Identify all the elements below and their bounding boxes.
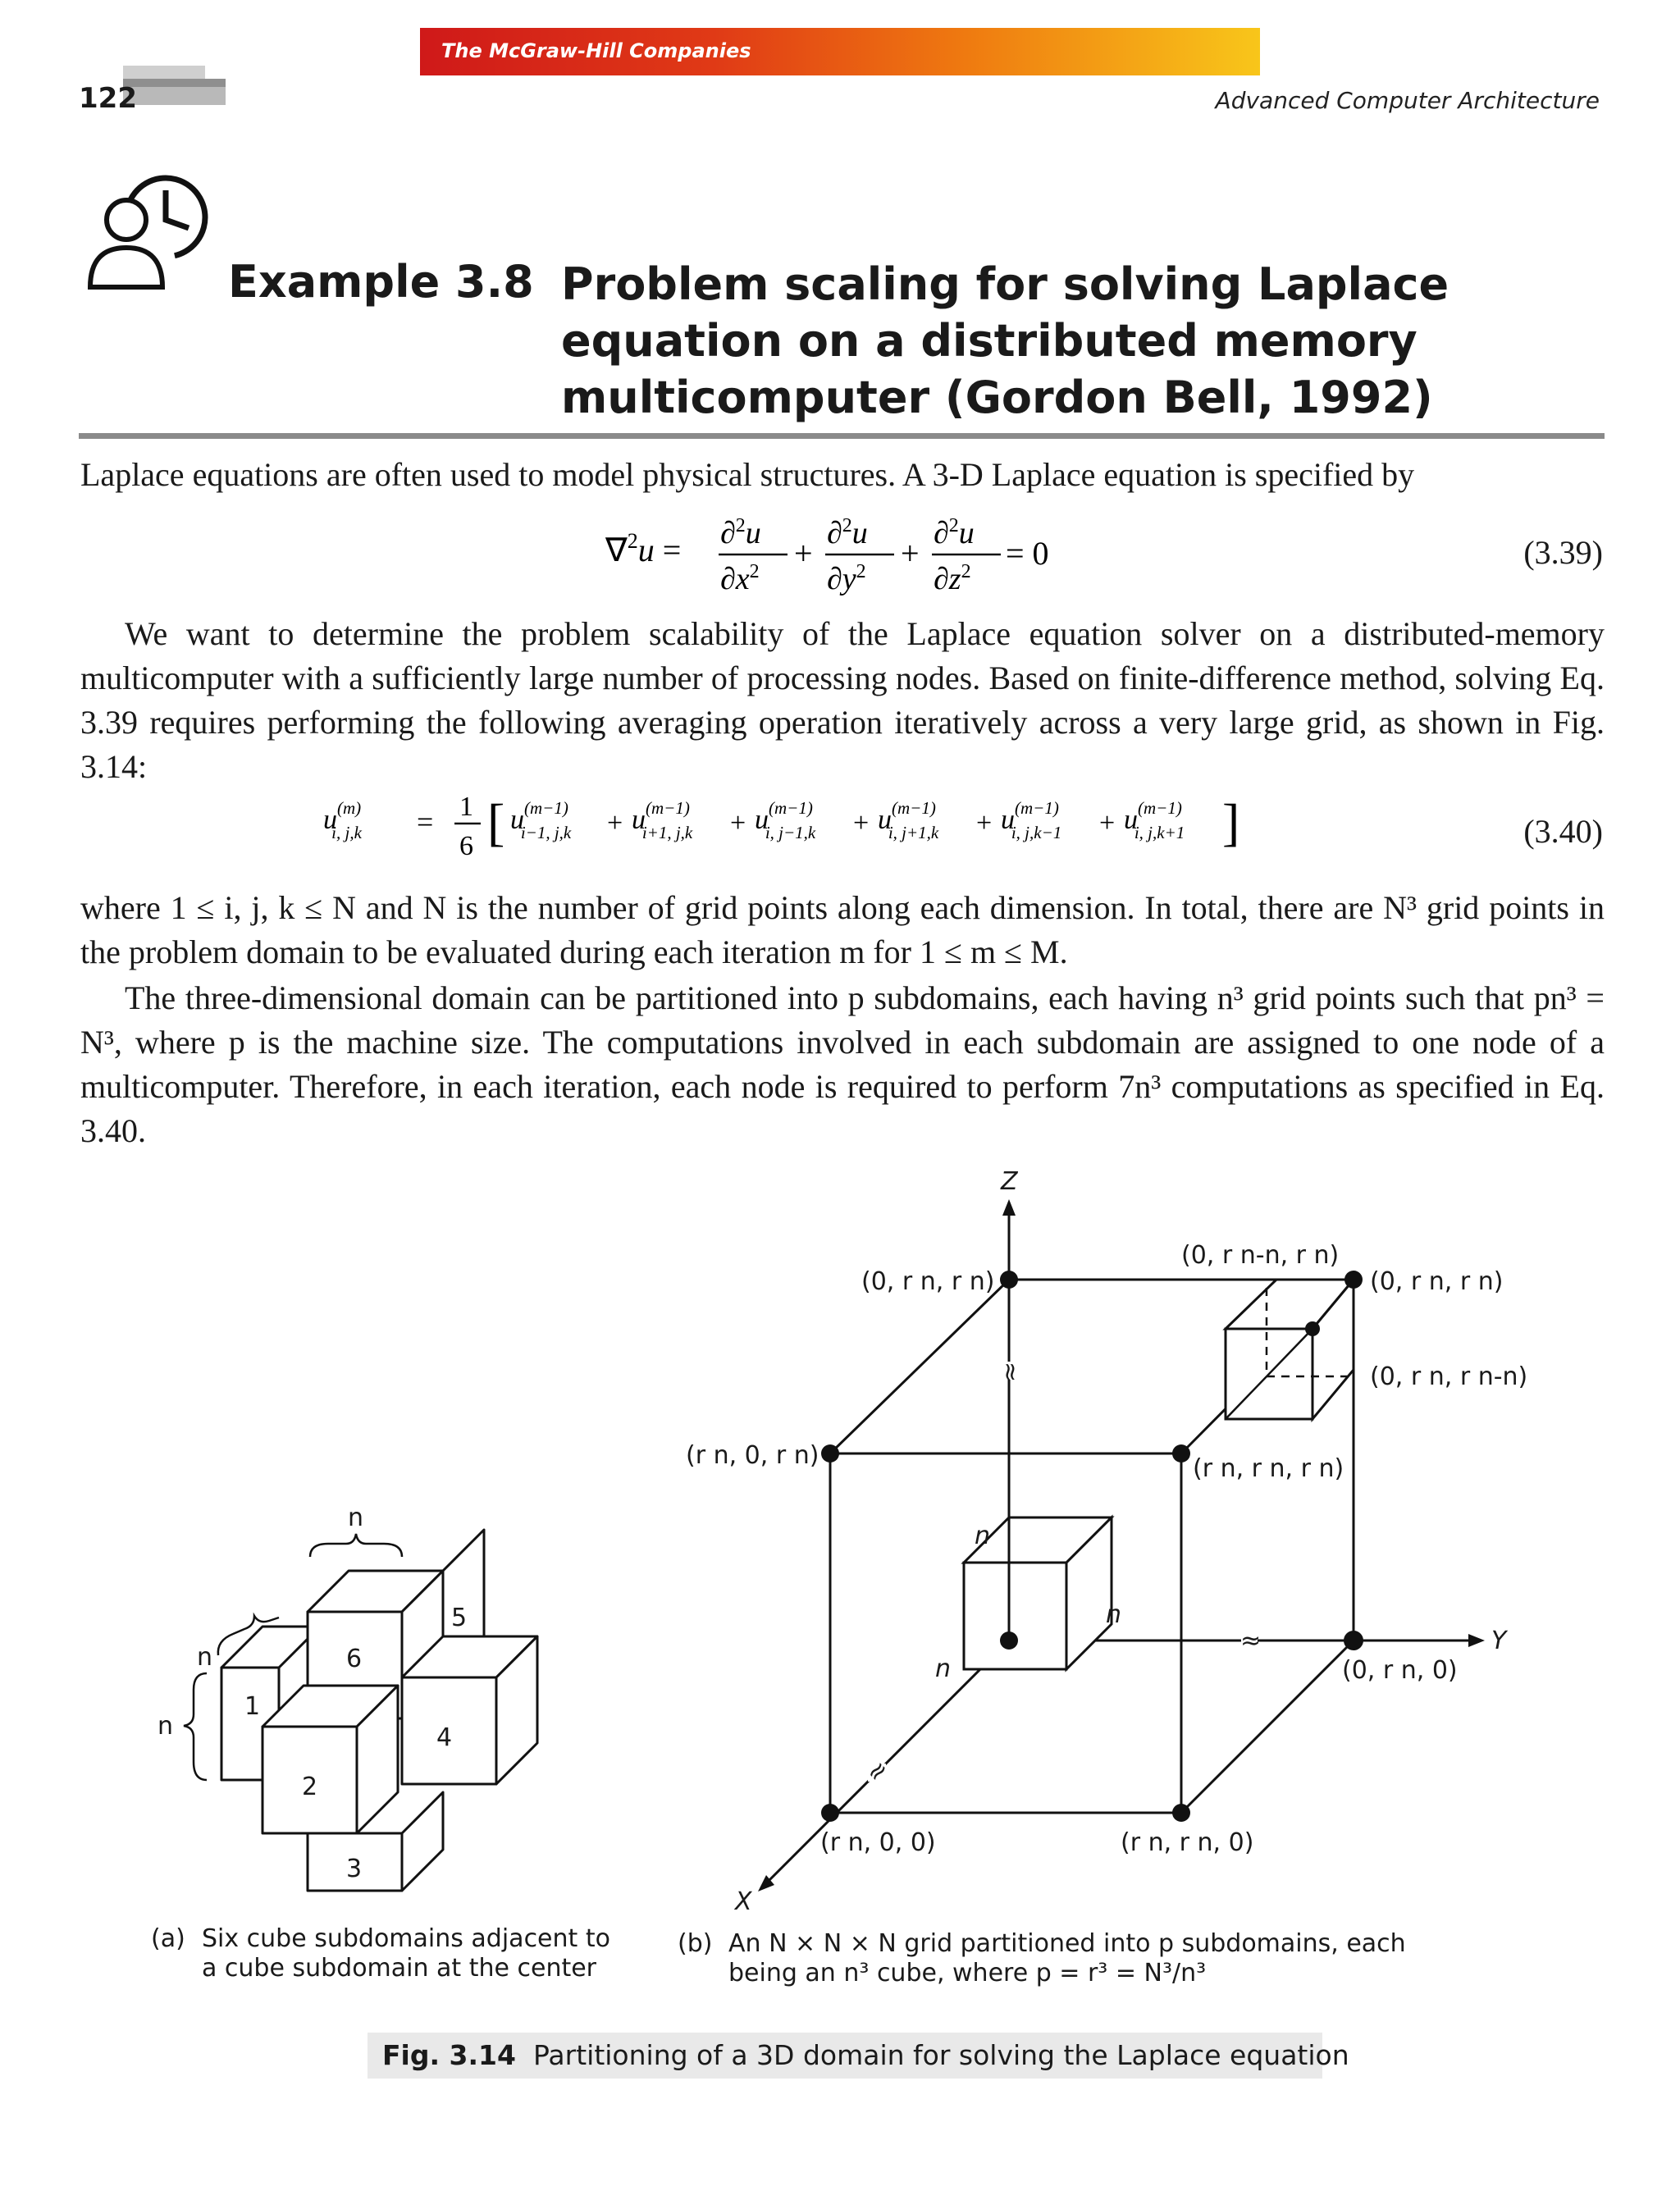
example-person-clock-icon xyxy=(75,172,223,303)
subcaption-b-tag: (b) xyxy=(678,1929,713,1958)
svg-text:]: ] xyxy=(1222,793,1240,851)
subcaption-a: Six cube subdomains adjacent to a cube subdomain at the center xyxy=(202,1924,610,1983)
fig-a-label-n-top: n xyxy=(348,1504,364,1532)
svg-text:1: 1 xyxy=(459,792,473,822)
svg-text:∂2u: ∂$^2$u xyxy=(934,515,975,550)
svg-text:+: + xyxy=(853,808,870,838)
small-cube-label-n-left: n xyxy=(935,1654,952,1683)
equation-3-39 xyxy=(597,507,1057,597)
cube-label-3: 3 xyxy=(346,1855,363,1883)
example-title: Problem scaling for solving Laplace equation on a distributed memory multicomputer (Gordon Bell, 1992) xyxy=(561,258,1449,423)
cube-label-6: 6 xyxy=(346,1645,363,1673)
point-label-rn-0-0: (r n, 0, 0) xyxy=(820,1828,936,1857)
point-label-0-rn-rn-right: (0, r n, r n) xyxy=(1370,1267,1504,1296)
svg-text:u(m−1)i, j,k−1: $u^{(m-1)}$ i, j,k−1 xyxy=(1001,798,1062,842)
point-label-0-rn-rn-n: (0, r n, r n-n) xyxy=(1370,1362,1528,1391)
figure-b-grid-partition xyxy=(656,1157,1559,1928)
point-label-0-rn-n-rn: (0, r n-n, r n) xyxy=(1181,1241,1340,1270)
point-label-rn-0-rn: (r n, 0, r n) xyxy=(686,1441,819,1470)
svg-text:+: + xyxy=(730,808,746,838)
svg-text:u(m−1)i−1, j,k: $u^{(m-1)}$ i−1, j,k xyxy=(510,798,572,842)
paragraph-partition: The three-dimensional domain can be partitioned into p subdomains, each having n³ grid points such that pn³ = N³, where p is the machine size. The computations involved in each subdomain are assigned to one node of a multicomputer. Therefore, in each iteration, each node is required to perform 7n³ computations as specified in Eq. 3.40. xyxy=(80,979,1605,1149)
point-label-rn-rn-0: (r n, r n, 0) xyxy=(1121,1828,1254,1857)
svg-text:6: 6 xyxy=(459,831,473,861)
subcaption-a-tag: (a) xyxy=(151,1924,185,1953)
heading-divider xyxy=(79,433,1605,439)
axis-label-x: X xyxy=(735,1887,752,1916)
point-label-0-rn-0: (0, r n, 0) xyxy=(1342,1656,1458,1685)
cube-label-4: 4 xyxy=(436,1723,453,1752)
x-axis-break: ≈ xyxy=(860,1754,896,1789)
svg-text:∇2u =: ∇$^2$u = xyxy=(605,529,682,568)
axis-label-z: Z xyxy=(1001,1167,1018,1196)
equation-3-40 xyxy=(320,786,1304,876)
svg-text:u(m−1)i, j+1,k: $u^{(m-1)}$ i, j+1,k xyxy=(878,798,939,842)
svg-text:[: [ xyxy=(487,793,505,851)
svg-text:∂2u: ∂$^2$u xyxy=(827,515,868,550)
equation-number-3-39: (3.39) xyxy=(1523,534,1603,571)
small-cube-label-n-top: n xyxy=(975,1522,991,1550)
cube-label-1: 1 xyxy=(244,1692,261,1721)
fig-a-label-n-upper: n xyxy=(197,1643,213,1672)
svg-text:+: + xyxy=(607,808,623,838)
svg-text:u(m−1)i, j,k+1: $u^{(m-1)}$ i, j,k+1 xyxy=(1124,798,1185,842)
y-axis-break: ≈ xyxy=(1240,1627,1262,1655)
svg-text:= 0: = 0 xyxy=(1006,535,1049,572)
svg-text:∂x2: $\partial x^2$ xyxy=(720,561,760,596)
svg-text:∂y2: $\partial y^2$ xyxy=(827,561,866,596)
running-title: Advanced Computer Architecture xyxy=(1215,87,1600,114)
svg-text:u(m−1)i+1, j,k: $u^{(m-1)}$ i+1, j,k xyxy=(632,798,693,842)
paragraph-grid-points: where 1 ≤ i, j, k ≤ N and N is the number of grid points along each dimension. In total, there are N³ grid points in the problem domain to be evaluated during each iteration m for 1 ≤ m ≤ M. xyxy=(80,889,1605,970)
svg-text:u(m−1)i, j−1,k: $u^{(m-1)}$ i, j−1,k xyxy=(755,798,816,842)
z-axis-break: ≈ xyxy=(996,1362,1025,1383)
figure-a-six-cube-subdomains xyxy=(131,1329,558,1919)
axis-label-y: Y xyxy=(1491,1627,1507,1655)
svg-text:+: + xyxy=(901,535,920,572)
paragraph-intro: Laplace equations are often used to model physical structures. A 3-D Laplace equation is specified by xyxy=(80,456,1415,493)
fig-a-label-n-lower: n xyxy=(158,1712,174,1741)
svg-text:+: + xyxy=(976,808,993,838)
cube-label-5: 5 xyxy=(451,1604,468,1632)
equation-number-3-40: (3.40) xyxy=(1523,813,1603,850)
point-label-0-rn-rn: (0, r n, r n) xyxy=(861,1267,995,1296)
subcaption-b: An N × N × N grid partitioned into p subdomains, each being an n³ cube, where p = r³ = N³/n³ xyxy=(728,1929,1406,1987)
figure-number: Fig. 3.14 xyxy=(382,2039,516,2071)
svg-text:=: = xyxy=(417,805,434,838)
svg-text:+: + xyxy=(794,535,813,572)
svg-text:u(m)i, j,k: $u^{(m)}$ i, j,k xyxy=(323,798,362,842)
page-number: 122 xyxy=(79,82,137,115)
svg-text:∂z2: $\partial z^2$ xyxy=(934,561,971,596)
point-label-rn-rn-rn: (r n, r n, r n) xyxy=(1193,1454,1344,1483)
figure-caption: Partitioning of a 3D domain for solving the Laplace equation xyxy=(533,2039,1349,2071)
publisher-name: The McGraw-Hill Companies xyxy=(441,39,751,62)
small-cube-label-n-right: n xyxy=(1106,1600,1122,1629)
cube-label-2: 2 xyxy=(302,1773,318,1801)
svg-text:∂2u: ∂$^2$u xyxy=(720,515,761,550)
svg-text:+: + xyxy=(1099,808,1116,838)
paragraph-scalability: We want to determine the problem scalability of the Laplace equation solver on a distributed-memory multicomputer with a sufficiently large number of processing nodes. Based on finite-difference method, solving Eq. 3.39 requires performing the following averaging operation iteratively across a very large grid, as shown in Fig. 3.14: xyxy=(80,615,1605,785)
example-label: Example 3.8 xyxy=(228,256,534,308)
